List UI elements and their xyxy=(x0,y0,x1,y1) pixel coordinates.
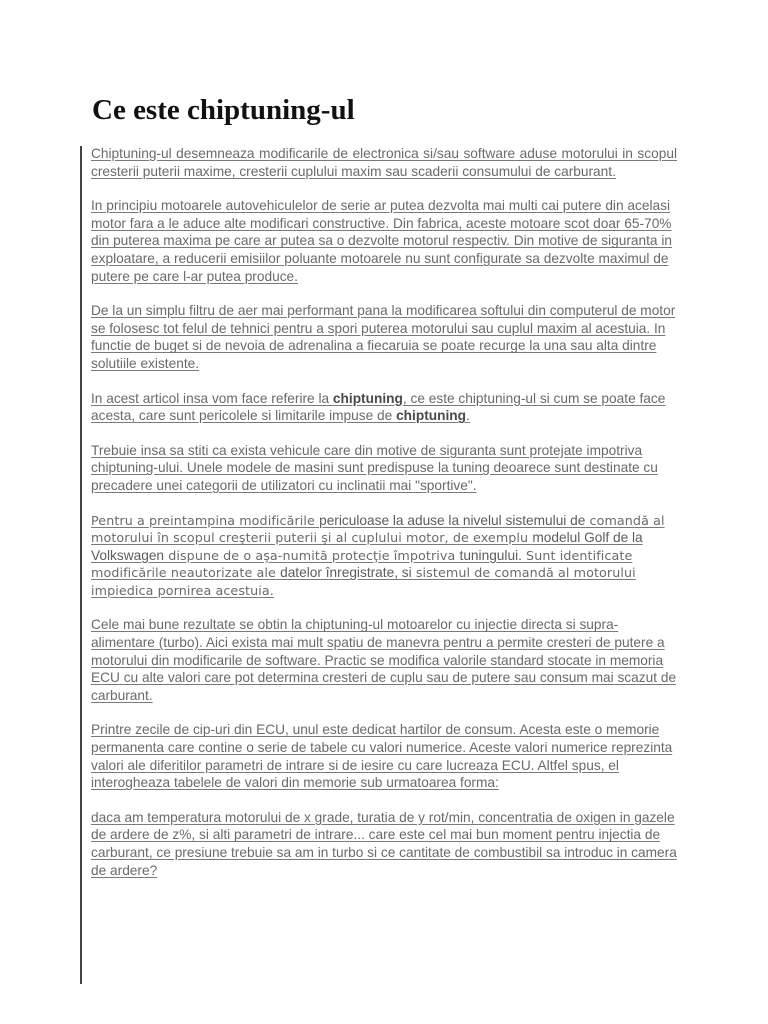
text-segment: , ce este chiptuning-ul si cum se poate face acesta, care sunt pericolele si limitarile impuse de xyxy=(91,390,666,424)
paragraph-definition: Chiptuning-ul desemneaza modificarile de electronica si/sau software aduse motorului in scopul cresterii puterii maxime, cresterii cuplului maxim sau scaderii consumului de carburant. xyxy=(91,146,677,179)
paragraph-principle: In principiu motoarele autovehiculelor de serie ar putea dezvolta mai multi cai putere din acelasi motor fara a le aduce alte modificari constructive. Din fabrica, aceste motoare scot doar 65-70% din puterea maxima pe care ar putea sa o dezvolte motorul respectiv. Din motive de siguranta in exploatare, a reducerii emisiilor poluante motoarele nu sunt configurate sa dezvolte maximul de putere pe care l-ar putea produce. xyxy=(91,198,673,284)
text-segment: periculoase la aduse la nivelul sistemului de xyxy=(319,512,586,528)
article-body xyxy=(91,145,677,896)
page-title: Ce este chiptuning-ul xyxy=(92,94,355,126)
text-segment: In acest articol insa vom face referire la xyxy=(91,390,333,406)
text-segment: Pentru a preintampina modificările xyxy=(91,512,320,528)
paragraph-ecu-maps: Printre zecile de cip-uri din ECU, unul este dedicat hartilor de consum. Acesta este o memorie permanenta care contine o serie de tabele cu valori numerice. Aceste valori numerice reprezinta valori ale diferitilor parametri de intrare si de iesire cu care lucreaza ECU. Altfel spus, el interogheaza tabelele de valori din memorie sub urmatoarea forma: xyxy=(91,722,673,791)
text-segment: comandă al motorului în scopul creşterii puterii şi al cuplului motor, de exemplu xyxy=(91,512,665,546)
paragraph-techniques: De la un simplu filtru de aer mai performant pana la modificarea softului din computerul de motor se folosesc tot felul de tehnici pentru a spori puterea motorului sau cuplul maxim al acestuia. In functie de buget si de nevoia de adrenalina a fiecaruia se poate recurge la una sau alta dintre solutiile existente. xyxy=(91,303,676,371)
text-segment: dispune de o aşa-numită protecţie împotriva xyxy=(164,547,460,563)
text-segment: datelor înregistrate, si xyxy=(280,565,412,581)
paragraph-query-example: daca am temperatura motorului de x grade, turatia de y rot/min, concentratia de oxigen in gazele de ardere de z%, si alti parametri de intrare... care este cel mai bun moment pentru injectia de carburant, ce presiune trebuie sa am in turbo si ce cantitate de combustibil sa introduc in camera de ardere? xyxy=(91,809,677,878)
paragraph-protection: Trebuie insa sa stiti ca exista vehicule care din motive de siguranta sunt protejate impotriva chiptuning-ului. Unele modele de masini sunt predispuse la tuning deoarece sunt destinate cu precadere unei categorii de utilizatori cu inclinatii mai "sportive". xyxy=(91,442,658,493)
bold-keyword: chiptuning xyxy=(332,390,403,406)
left-margin-rule xyxy=(80,146,82,984)
paragraph-turbo: Cele mai bune rezultate se obtin la chiptuning-ul motoarelor cu injectie directa si supra-alimentare (turbo). Aici exista mai mult spatiu de manevra pentru a permite cresteri de putere a motorului din modificarile de software. Practic se modifica valorile standard stocate in memoria ECU cu alte valori care pot determina cresteri de cuplu sau de putere sau consum mai scazut de carburant. xyxy=(91,617,677,703)
paragraph-volkswagen xyxy=(91,512,677,600)
text-segment: . xyxy=(466,408,470,424)
text-segment: Sunt identificate modificările neautorizate ale xyxy=(91,547,633,581)
bold-keyword: chiptuning xyxy=(396,408,467,424)
paragraph-article-scope xyxy=(91,390,677,425)
text-segment: tuningului. xyxy=(459,547,522,563)
text-segment: sistemul de comandă al motorului impiedica pornirea acestuia. xyxy=(91,565,636,598)
text-segment: modelul Golf de la Volkswagen xyxy=(91,530,643,563)
